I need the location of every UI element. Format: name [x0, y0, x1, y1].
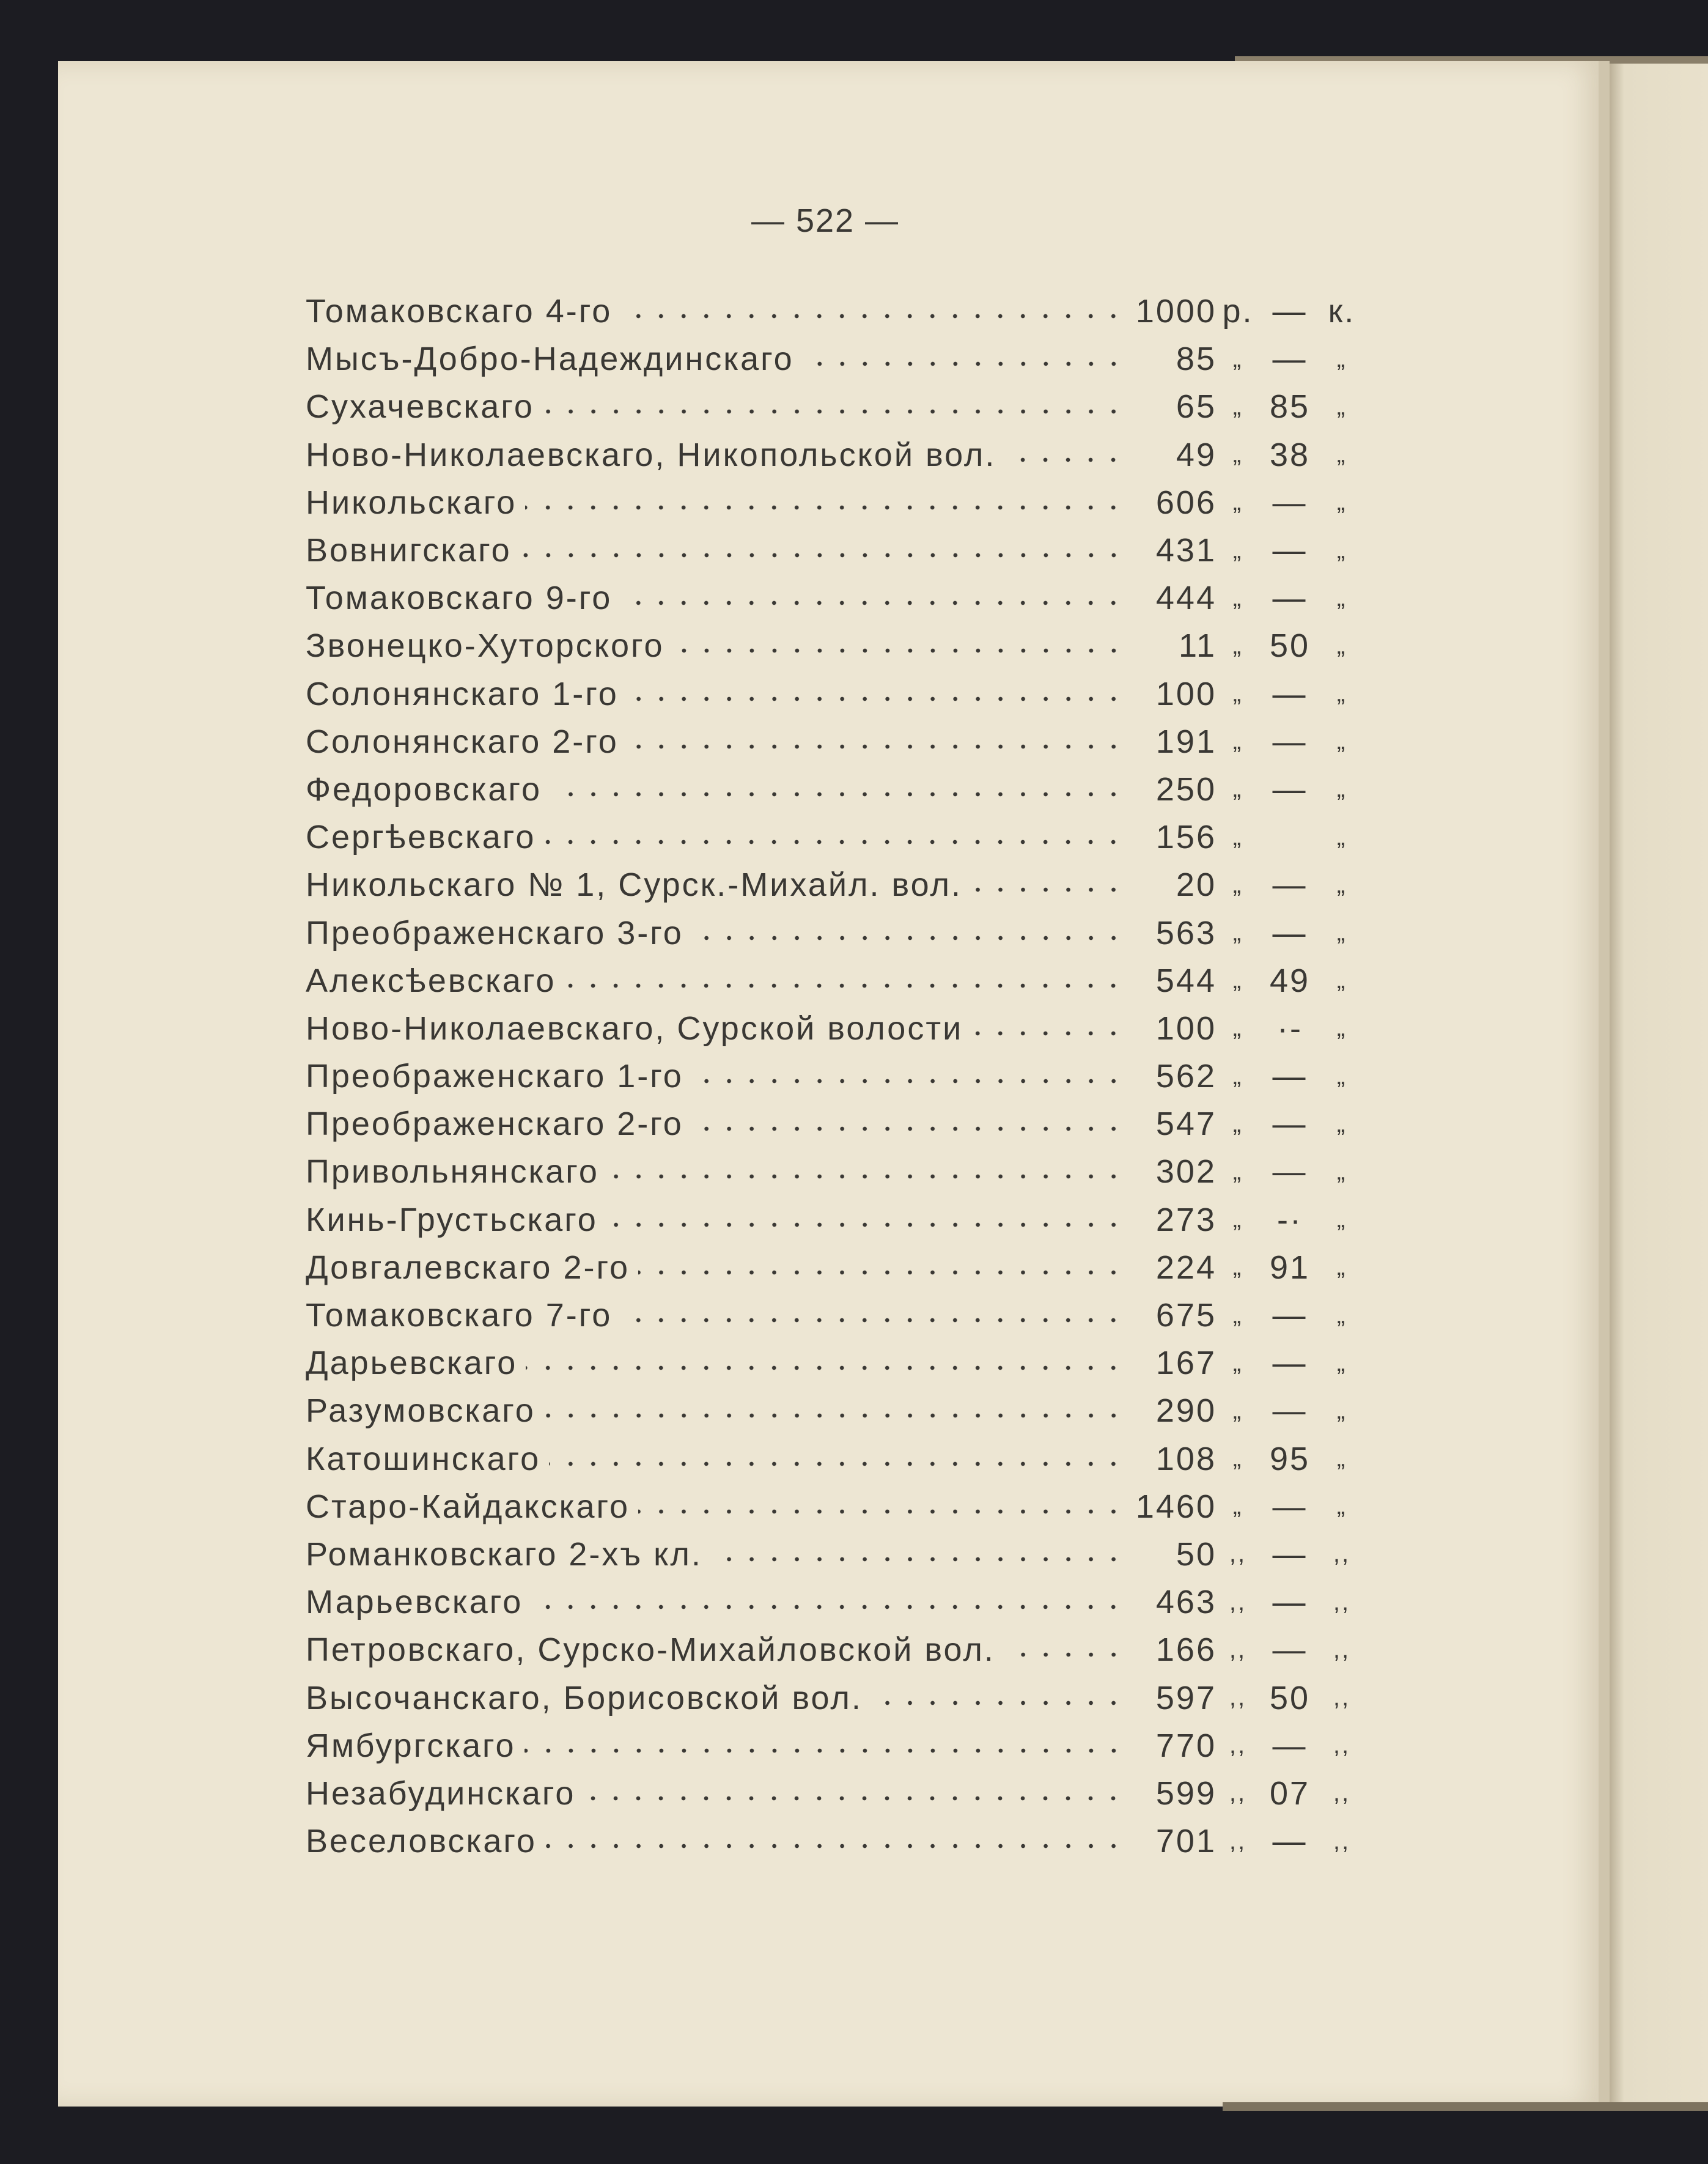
kopecks-unit: „: [1336, 489, 1347, 516]
dot-leader: [550, 788, 1125, 800]
list-item: [306, 1722, 1363, 1770]
kopecks-amount: —: [1272, 293, 1308, 330]
rubles-amount: 20: [1176, 866, 1217, 904]
list-item: [306, 1578, 1363, 1626]
list-item: [306, 1674, 1363, 1721]
list-item: [306, 1626, 1363, 1674]
dot-leader: [520, 549, 1125, 561]
entry-name: Ямбургскаго: [306, 1727, 516, 1764]
dot-leader: [545, 1840, 1125, 1852]
kopecks-unit: „: [1336, 584, 1347, 611]
entry-name: Преображенскаго 2-го: [306, 1106, 683, 1143]
kopecks-amount: —: [1272, 532, 1308, 569]
kopecks-unit: ,,: [1333, 1540, 1351, 1568]
entry-name: Преображенскаго 1-го: [306, 1058, 683, 1095]
rubles-amount: 463: [1155, 1584, 1217, 1621]
rubles-unit: „: [1232, 1158, 1243, 1185]
dot-leader: [544, 1409, 1125, 1422]
kopecks-amount: —: [1272, 1584, 1308, 1621]
dot-leader: [620, 310, 1125, 322]
rubles-amount: 49: [1176, 436, 1217, 473]
kopecks-unit: „: [1336, 823, 1347, 851]
rubles-unit: „: [1232, 1254, 1243, 1281]
entry-name: Ново-Николаевскаго, Никопольской вол.: [306, 436, 996, 473]
facing-page-edge: [1609, 64, 1708, 2103]
kopecks-unit: „: [1336, 393, 1347, 420]
kopecks-unit: „: [1336, 441, 1347, 468]
kopecks-amount: —: [1272, 484, 1308, 521]
kopecks-amount: 07: [1269, 1774, 1311, 1812]
list-item: [306, 1100, 1363, 1148]
list-item: [306, 1531, 1363, 1578]
dot-leader: [525, 501, 1125, 514]
rubles-unit: „: [1232, 1445, 1243, 1472]
entry-name: Федоровскаго: [306, 770, 542, 808]
rubles-unit: ,,: [1229, 1827, 1247, 1855]
list-item: [306, 526, 1363, 574]
kopecks-unit: „: [1336, 1158, 1347, 1185]
rubles-amount: 547: [1155, 1106, 1217, 1143]
kopecks-amount: 50: [1269, 1679, 1311, 1716]
list-item: [306, 479, 1363, 526]
rubles-unit: „: [1232, 1110, 1243, 1137]
kopecks-amount: 95: [1269, 1440, 1311, 1477]
dot-leader: [692, 932, 1125, 944]
kopecks-amount: 49: [1269, 962, 1311, 999]
rubles-unit: „: [1232, 536, 1243, 564]
entry-name: Дарьевскаго: [306, 1345, 518, 1382]
kopecks-amount: —: [1272, 1297, 1308, 1334]
dot-leader: [549, 1458, 1125, 1470]
rubles-unit: „: [1232, 393, 1243, 420]
rubles-amount: 167: [1155, 1345, 1217, 1382]
kopecks-unit: к.: [1328, 293, 1356, 330]
page-gutter: [1599, 61, 1610, 2107]
dot-leader: [544, 836, 1125, 848]
dot-leader: [1004, 1649, 1125, 1661]
rubles-unit: „: [1232, 871, 1243, 898]
dot-leader: [711, 1553, 1125, 1565]
rubles-amount: 250: [1155, 770, 1217, 808]
list-item: [306, 622, 1363, 670]
list-item: [306, 1052, 1363, 1100]
rubles-amount: 191: [1155, 723, 1217, 760]
rubles-amount: 562: [1155, 1058, 1217, 1095]
list-item: [306, 574, 1363, 622]
kopecks-amount: —: [1272, 1106, 1308, 1143]
rubles-amount: 444: [1155, 580, 1217, 617]
list-item: [306, 957, 1363, 1005]
kopecks-unit: ,,: [1333, 1636, 1351, 1663]
entry-name: Марьевскаго: [306, 1584, 523, 1621]
dot-leader: [620, 597, 1125, 609]
kopecks-amount: —: [1272, 1631, 1308, 1669]
kopecks-unit: „: [1336, 1349, 1347, 1376]
dot-leader: [1004, 454, 1125, 466]
kopecks-amount: —: [1272, 1345, 1308, 1382]
kopecks-unit: ,,: [1333, 1588, 1351, 1616]
rubles-amount: 544: [1155, 962, 1217, 999]
list-item: [306, 383, 1363, 430]
rubles-amount: 290: [1155, 1392, 1217, 1430]
rubles-amount: 85: [1176, 341, 1217, 378]
rubles-unit: „: [1232, 441, 1243, 468]
rubles-amount: 100: [1155, 675, 1217, 712]
rubles-amount: 50: [1176, 1535, 1217, 1573]
rubles-unit: ,,: [1229, 1540, 1247, 1568]
dot-leader: [971, 884, 1125, 896]
list-item: [306, 861, 1363, 909]
rubles-amount: 599: [1155, 1774, 1217, 1812]
rubles-unit: „: [1232, 632, 1243, 659]
rubles-amount: 100: [1155, 1010, 1217, 1047]
list-item: [306, 670, 1363, 718]
rubles-amount: 273: [1155, 1201, 1217, 1238]
list-item: [306, 335, 1363, 383]
entry-name: Сергѣевскаго: [306, 819, 536, 856]
list-item: [306, 909, 1363, 956]
entry-name: Никольскаго № 1, Сурск.-Михайл. вол.: [306, 866, 962, 904]
entry-name: Алексѣевскаго: [306, 962, 556, 999]
rubles-unit: „: [1232, 967, 1243, 994]
rubles-amount: 563: [1155, 914, 1217, 951]
list-item: [306, 1196, 1363, 1244]
kopecks-amount: 50: [1269, 627, 1311, 665]
kopecks-unit: „: [1336, 967, 1347, 994]
kopecks-amount: -·: [1277, 1201, 1303, 1238]
list-item: [306, 1148, 1363, 1195]
entry-name: Солонянскаго 1-го: [306, 675, 619, 712]
dot-leader: [531, 1601, 1125, 1613]
kopecks-unit: ,,: [1333, 1732, 1351, 1759]
kopecks-unit: „: [1336, 775, 1347, 803]
rubles-unit: „: [1232, 823, 1243, 851]
rubles-amount: 1000: [1135, 293, 1217, 330]
list-item: [306, 1339, 1363, 1387]
rubles-amount: 302: [1155, 1153, 1217, 1191]
donation-list: [306, 287, 1363, 1865]
rubles-unit: „: [1232, 728, 1243, 755]
rubles-amount: 701: [1155, 1823, 1217, 1860]
entry-name: Солонянскаго 2-го: [306, 723, 619, 760]
rubles-amount: 770: [1155, 1727, 1217, 1764]
rubles-unit: „: [1232, 680, 1243, 707]
rubles-unit: ,,: [1229, 1636, 1247, 1663]
rubles-amount: 675: [1155, 1297, 1217, 1334]
entry-name: Звонецко-Хуторского: [306, 627, 664, 665]
kopecks-unit: „: [1336, 1014, 1347, 1042]
rubles-unit: „: [1232, 1349, 1243, 1376]
kopecks-amount: —: [1272, 723, 1308, 760]
rubles-unit: ,,: [1229, 1684, 1247, 1712]
rubles-amount: 431: [1155, 532, 1217, 569]
kopecks-amount: —: [1272, 914, 1308, 951]
entry-name: Разумовскаго: [306, 1392, 536, 1430]
rubles-unit: „: [1232, 1206, 1243, 1233]
kopecks-amount: ·-: [1277, 1010, 1303, 1047]
list-item: [306, 813, 1363, 861]
rubles-amount: 606: [1155, 484, 1217, 521]
entry-name: Старо-Кайдакскаго: [306, 1488, 630, 1525]
book-bottom-edge: [1223, 2102, 1708, 2111]
entry-name: Томаковскаго 9-го: [306, 580, 613, 617]
kopecks-amount: —: [1272, 1153, 1308, 1191]
rubles-unit: р.: [1222, 293, 1254, 330]
kopecks-unit: ,,: [1333, 1684, 1351, 1712]
list-item: [306, 1817, 1363, 1865]
list-item: [306, 1005, 1363, 1052]
kopecks-unit: ,,: [1333, 1779, 1351, 1807]
entry-name: Незабудинскаго: [306, 1774, 576, 1812]
kopecks-unit: „: [1336, 680, 1347, 707]
rubles-unit: ,,: [1229, 1588, 1247, 1616]
kopecks-amount: 85: [1269, 388, 1311, 426]
kopecks-amount: —: [1272, 580, 1308, 617]
entry-name: Высочанскаго, Борисовской вол.: [306, 1679, 863, 1716]
kopecks-amount: —: [1272, 1823, 1308, 1860]
entry-name: Вовнигскаго: [306, 532, 512, 569]
rubles-unit: „: [1232, 584, 1243, 611]
entry-name: Ново-Николаевскаго, Сурской волости: [306, 1010, 963, 1047]
entry-name: Сухачевскаго: [306, 388, 534, 426]
kopecks-amount: —: [1272, 1058, 1308, 1095]
kopecks-unit: „: [1336, 1254, 1347, 1281]
kopecks-amount: —: [1272, 1535, 1308, 1573]
page-number: — 522 —: [751, 202, 900, 239]
kopecks-amount: —: [1272, 1488, 1308, 1525]
rubles-unit: ,,: [1229, 1732, 1247, 1759]
kopecks-unit: „: [1336, 1445, 1347, 1472]
entry-name: Привольнянскаго: [306, 1153, 599, 1191]
entry-name: Катошинскаго: [306, 1440, 541, 1477]
rubles-unit: „: [1232, 345, 1243, 372]
rubles-unit: ,,: [1229, 1779, 1247, 1807]
rubles-unit: „: [1232, 919, 1243, 947]
dot-leader: [525, 1745, 1125, 1757]
kopecks-unit: „: [1336, 871, 1347, 898]
list-item: [306, 718, 1363, 766]
kopecks-amount: 38: [1269, 436, 1311, 473]
list-item: [306, 1291, 1363, 1339]
kopecks-unit: „: [1336, 728, 1347, 755]
kopecks-unit: „: [1336, 632, 1347, 659]
list-item: [306, 1770, 1363, 1817]
rubles-unit: „: [1232, 775, 1243, 803]
list-item: [306, 431, 1363, 479]
dot-leader: [871, 1697, 1125, 1709]
rubles-amount: 597: [1155, 1679, 1217, 1716]
kopecks-amount: 91: [1269, 1249, 1311, 1286]
entry-name: Довгалевскаго 2-го: [306, 1249, 630, 1286]
kopecks-unit: „: [1336, 345, 1347, 372]
list-item: [306, 1435, 1363, 1483]
kopecks-amount: —: [1272, 1727, 1308, 1764]
rubles-amount: 65: [1176, 388, 1217, 426]
dot-leader: [627, 693, 1125, 705]
rubles-unit: „: [1232, 1493, 1243, 1520]
list-item: [306, 1387, 1363, 1435]
list-item: [306, 766, 1363, 813]
entry-name: Томаковскаго 7-го: [306, 1297, 613, 1334]
dot-leader: [606, 1219, 1125, 1231]
dot-leader: [608, 1170, 1125, 1183]
kopecks-amount: —: [1272, 1392, 1308, 1430]
kopecks-unit: ,,: [1333, 1827, 1351, 1855]
entry-name: Петровскаго, Сурско-Михайловской вол.: [306, 1631, 995, 1669]
rubles-unit: „: [1232, 489, 1243, 516]
rubles-amount: 156: [1155, 819, 1217, 856]
entry-name: Томаковскаго 4-го: [306, 293, 613, 330]
entry-name: Кинь-Грустьскаго: [306, 1201, 598, 1238]
kopecks-unit: „: [1336, 1301, 1347, 1329]
dot-leader: [971, 1027, 1125, 1040]
entry-name: Веселовскаго: [306, 1823, 537, 1860]
entry-name: Мысъ-Добро-Надеждинскаго: [306, 341, 794, 378]
rubles-amount: 166: [1155, 1631, 1217, 1669]
dot-leader: [564, 980, 1125, 992]
dot-leader: [692, 1123, 1125, 1135]
dot-leader: [692, 1075, 1125, 1087]
list-item: [306, 287, 1363, 335]
kopecks-unit: „: [1336, 1110, 1347, 1137]
list-item: [306, 1483, 1363, 1531]
dot-leader: [673, 644, 1125, 657]
rubles-unit: „: [1232, 1014, 1243, 1042]
rubles-unit: „: [1232, 1062, 1243, 1090]
dot-leader: [638, 1505, 1125, 1518]
rubles-unit: „: [1232, 1301, 1243, 1329]
dot-leader: [584, 1792, 1125, 1804]
kopecks-amount: —: [1272, 341, 1308, 378]
entry-name: Романковскаго 2-хъ кл.: [306, 1535, 702, 1573]
rubles-unit: „: [1232, 1397, 1243, 1424]
kopecks-unit: „: [1336, 1397, 1347, 1424]
dot-leader: [543, 405, 1125, 418]
kopecks-unit: „: [1336, 536, 1347, 564]
dot-leader: [620, 1314, 1125, 1326]
dot-leader: [526, 1362, 1125, 1374]
kopecks-amount: —: [1272, 675, 1308, 712]
dot-leader: [627, 740, 1125, 753]
kopecks-unit: „: [1336, 1493, 1347, 1520]
rubles-amount: 108: [1155, 1440, 1217, 1477]
kopecks-amount: —: [1272, 866, 1308, 904]
kopecks-unit: „: [1336, 1206, 1347, 1233]
kopecks-amount: —: [1272, 770, 1308, 808]
rubles-amount: 224: [1155, 1249, 1217, 1286]
entry-name: Преображенскаго 3-го: [306, 914, 683, 951]
dot-leader: [638, 1266, 1125, 1279]
list-item: [306, 1244, 1363, 1291]
rubles-amount: 11: [1178, 627, 1217, 665]
rubles-amount: 1460: [1135, 1488, 1217, 1525]
dot-leader: [803, 358, 1125, 370]
kopecks-unit: „: [1336, 1062, 1347, 1090]
entry-name: Никольскаго: [306, 484, 517, 521]
kopecks-unit: „: [1336, 919, 1347, 947]
